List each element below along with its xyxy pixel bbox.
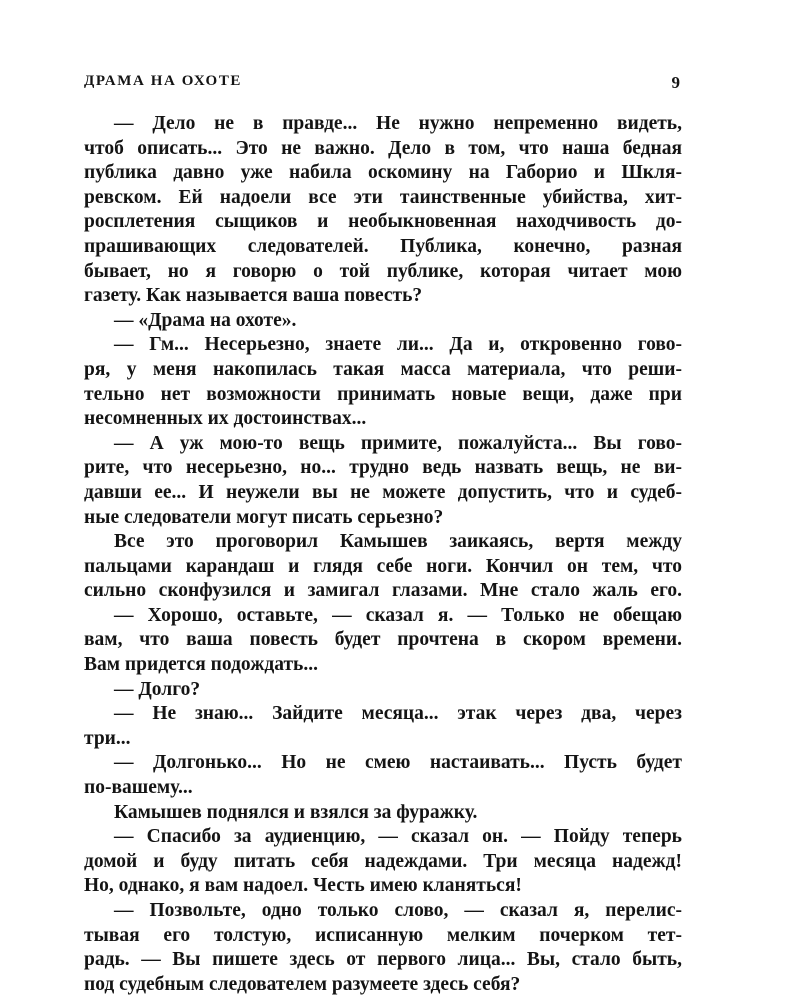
text-line: публика давно уже набила оскомину на Габорио и Шкля- (84, 162, 682, 184)
text-line: ные следователи могут писать серьезно? (84, 506, 444, 528)
text-line: по-вашему... (84, 777, 193, 799)
text-line: росплетения сыщиков и необыкновенная находчивость до- (84, 211, 682, 233)
text-line: ря, у меня накопилась такая масса материала, что реши- (84, 358, 682, 380)
text-line: радь. — Вы пишете здесь от первого лица... Вы, стало быть, (84, 949, 682, 971)
text-line: — Долго? (114, 678, 201, 700)
page-number: 9 (671, 73, 680, 92)
text-line: тельно нет возможности принимать новые вещи, даже при (84, 383, 682, 405)
text-line: тывая его толстую, исписанную мелким почерком тет- (84, 924, 682, 946)
text-line: рите, что несерьезно, но... трудно ведь назвать вещь, не ви- (84, 457, 682, 479)
text-line: газету. Как называется ваша повесть? (84, 285, 423, 307)
text-line: — Долгонько... Но не смею настаивать... Пусть будет (114, 752, 682, 774)
text-line: бывает, но я говорю о той публике, которая читает мою (84, 260, 682, 282)
text-line: сильно сконфузился и замигал глазами. Мне стало жаль его. (84, 580, 682, 602)
running-title: ДРАМА НА ОХОТЕ (84, 73, 243, 89)
text-line: — Гм... Несерьезно, знаете ли... Да и, откровенно гово- (114, 334, 682, 356)
text-line: — Не знаю... Зайдите месяца... этак через два, через (114, 703, 682, 725)
text-line: — Хорошо, оставьте, — сказал я. — Только не обещаю (114, 604, 682, 626)
text-line: — А уж мою-то вещь примите, пожалуйста... Вы гово- (114, 432, 682, 454)
text-line: — Спасибо за аудиенцию, — сказал он. — Пойду теперь (114, 826, 682, 848)
text-line: чтоб описать... Это не важно. Дело в том, что наша бедная (84, 137, 682, 159)
text-line: Вам придется подождать... (84, 654, 318, 676)
text-line: — Позвольте, одно только слово, — сказал я, перелис- (114, 900, 682, 921)
text-line: вам, что ваша повесть будет прочтена в скором времени. (84, 629, 682, 651)
text-line: давши ее... И неужели вы не можете допустить, что и судеб- (84, 481, 682, 503)
body-text (84, 112, 682, 997)
text-line: — «Драма на охоте». (114, 309, 297, 331)
text-line: ревском. Ей надоели все эти таинственные убийства, хит- (84, 186, 682, 208)
text-line: — Дело не в правде... Не нужно непременно видеть, (114, 113, 682, 134)
text-line: несомненных их достоинствах... (84, 408, 367, 430)
text-line: три... (84, 727, 131, 749)
text-line: Но, однако, я вам надоел. Честь имею кланяться! (84, 875, 522, 897)
text-line: Все это проговорил Камышев заикаясь, вертя между (114, 531, 682, 553)
text-line: под судебным следователем разумеете здесь себя? (84, 973, 521, 995)
text-line: пальцами карандаш и глядя себе ноги. Кончил он тем, что (84, 555, 682, 577)
text-line: Камышев поднялся и взялся за фуражку. (114, 801, 478, 823)
page-header (84, 73, 680, 97)
text-line: домой и буду питать себя надеждами. Три месяца надежд! (84, 850, 682, 872)
text-line: прашивающих следователей. Публика, конечно, разная (84, 235, 682, 257)
